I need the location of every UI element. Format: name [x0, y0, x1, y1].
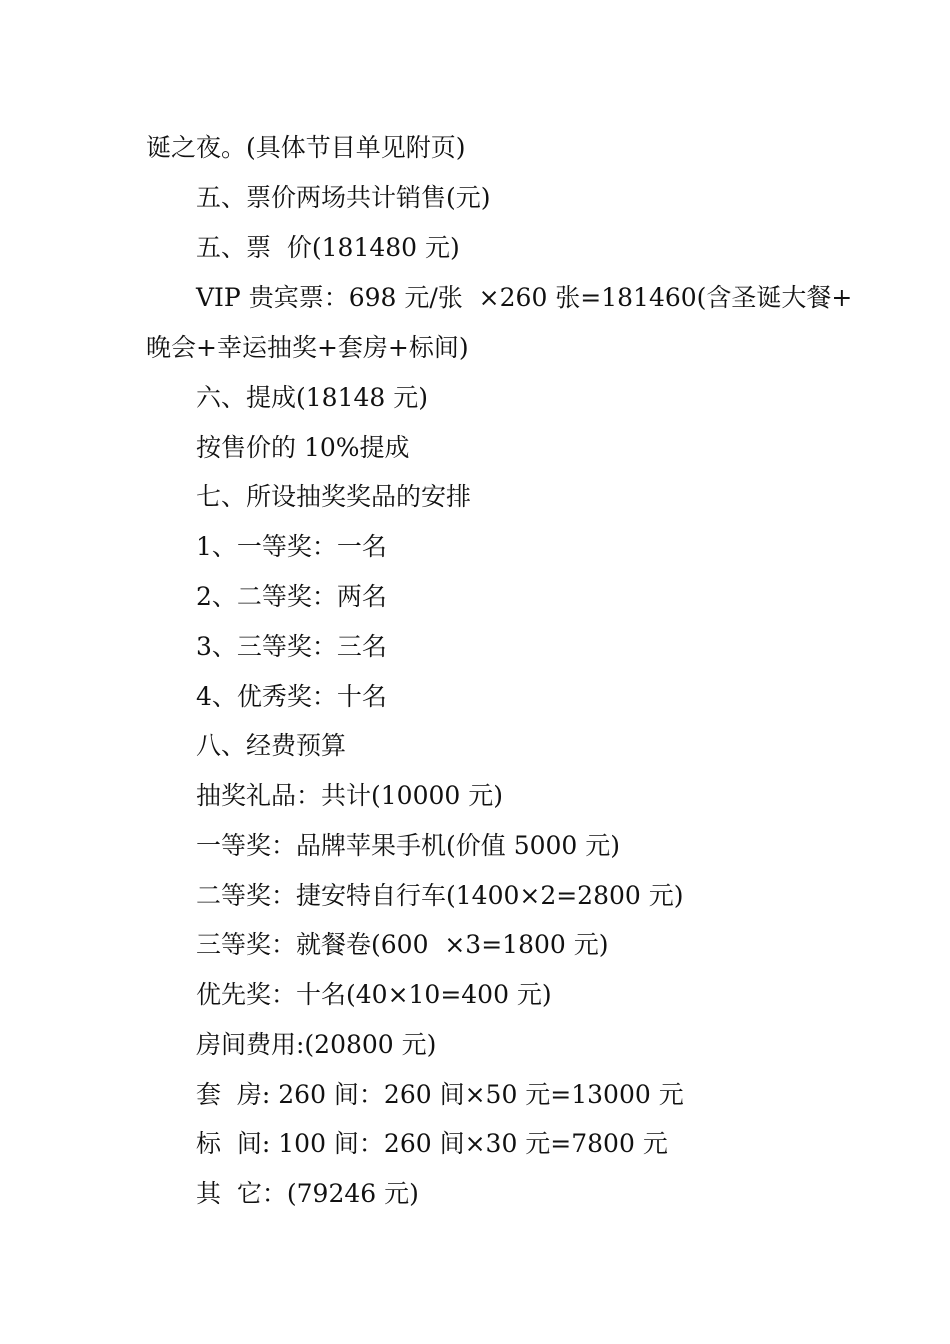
paragraph-line: 三等奖：就餐卷(600 ×3=1800 元) — [196, 930, 609, 959]
paragraph-line: 诞之夜。(具体节目单见附页) — [146, 133, 466, 162]
paragraph-line: 标 间: 100 间：260 间×30 元=7800 元 — [196, 1129, 668, 1158]
section-heading: 八、经费预算 — [196, 731, 347, 760]
paragraph-line: 其 它：(79246 元) — [196, 1179, 419, 1208]
list-item: 3、三等奖：三名 — [196, 632, 387, 661]
paragraph-line: VIP 贵宾票：698 元/张 ×260 张=181460(含圣诞大餐+ — [196, 283, 853, 312]
paragraph-line: 一等奖：品牌苹果手机(价值 5000 元) — [196, 831, 621, 860]
list-item: 2、二等奖：两名 — [196, 582, 387, 611]
paragraph-line: 五、票 价(181480 元) — [196, 233, 460, 262]
section-heading: 五、票价两场共计销售(元) — [196, 183, 491, 212]
section-heading: 七、所设抽奖奖品的安排 — [196, 482, 472, 511]
paragraph-line: 房间费用:(20800 元) — [196, 1030, 437, 1059]
list-item: 4、优秀奖：十名 — [196, 682, 387, 711]
paragraph-line: 二等奖：捷安特自行车(1400×2=2800 元) — [196, 881, 684, 910]
paragraph-line: 优先奖：十名(40×10=400 元) — [196, 980, 552, 1009]
list-item: 1、一等奖：一名 — [196, 532, 387, 561]
paragraph-line: 套 房: 260 间：260 间×50 元=13000 元 — [196, 1080, 684, 1109]
paragraph-line: 抽奖礼品：共计(10000 元) — [196, 781, 503, 810]
paragraph-line: 按售价的 10%提成 — [196, 433, 410, 462]
paragraph-line: 晚会+幸运抽奖+套房+标间) — [146, 333, 469, 362]
section-heading: 六、提成(18148 元) — [196, 383, 428, 412]
